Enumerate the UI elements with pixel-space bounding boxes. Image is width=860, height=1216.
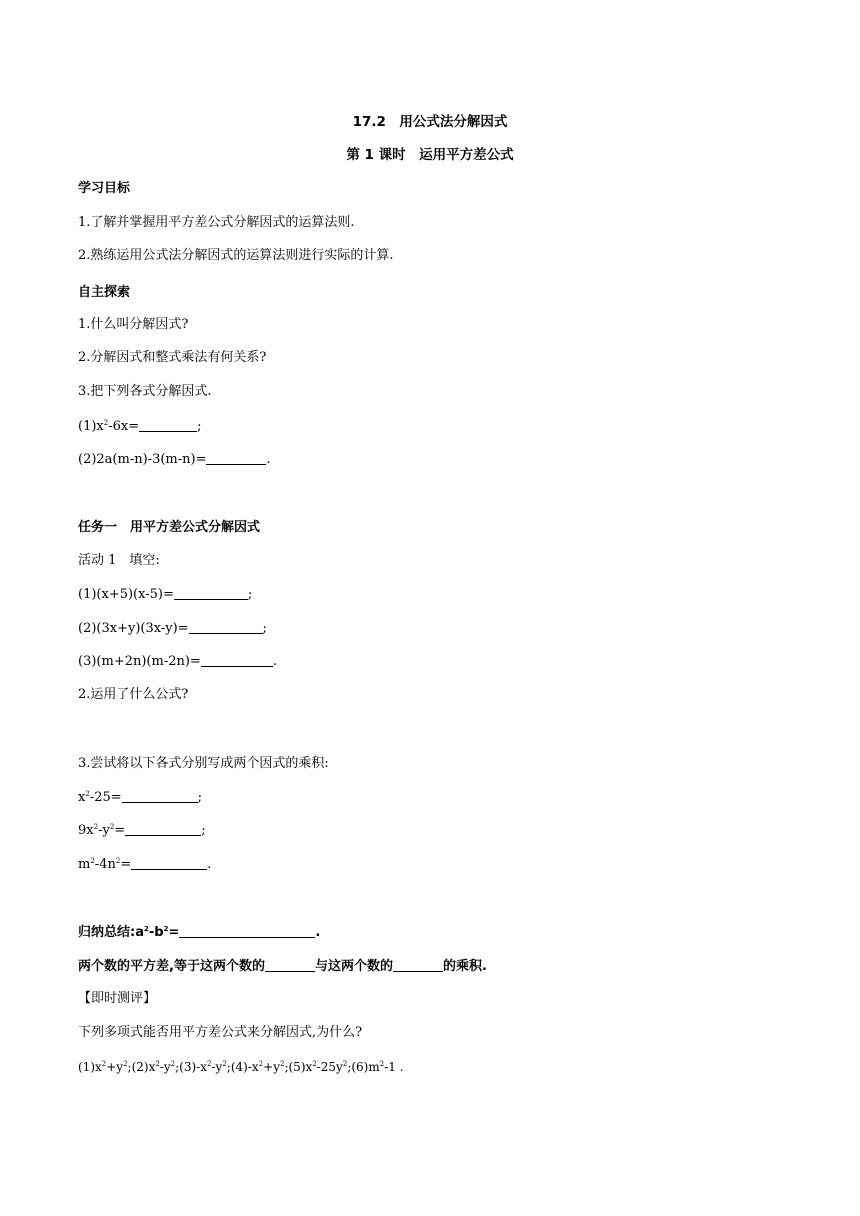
answer-blank[interactable]	[393, 958, 443, 972]
factor-item-3: $m^2-4n^2=$ .	[78, 857, 212, 872]
fill-item-1: (1)(x+5)(x-5)= ;	[78, 587, 253, 602]
explore-heading: 自主探索	[78, 285, 131, 300]
quiz-items: $(1)x^2+y^2;(2)x^2-y^2;(3)-x^2-y^2;(4)-x^2+y^2;(5)x^2-25y^2;(6)m^2-1$ .	[78, 1060, 404, 1074]
explore-question-1: 1.什么叫分解因式?	[78, 317, 189, 332]
goal-item-1: 1.了解并掌握用平方差公式分解因式的运算法则.	[78, 215, 355, 230]
answer-blank[interactable]	[122, 789, 198, 803]
answer-blank[interactable]	[131, 856, 207, 870]
quiz-question: 下列多项式能否用平方差公式来分解因式,为什么?	[78, 1025, 363, 1040]
answer-blank[interactable]	[265, 958, 315, 972]
factor-item-2: $9x^2-y^2=$ ;	[78, 823, 206, 838]
answer-blank[interactable]	[125, 822, 201, 836]
fill-item-3: (3)(m+2n)(m-2n)= .	[78, 654, 277, 669]
task1-heading: 任务一 用平方差公式分解因式	[78, 520, 261, 535]
answer-blank[interactable]	[139, 418, 197, 432]
goal-item-2: 2.熟练运用公式法分解因式的运算法则进行实际的计算.	[78, 248, 394, 263]
activity-label: 活动 1 填空:	[78, 553, 160, 568]
page-title: 17.2 用公式法分解因式	[352, 114, 508, 130]
goals-heading: 学习目标	[78, 181, 131, 196]
explore-exercise-1: $(1)x^2-6x=$ ;	[78, 419, 202, 434]
explore-question-3: 3.把下列各式分解因式.	[78, 384, 212, 399]
task1-question-2: 2.运用了什么公式?	[78, 687, 189, 702]
quiz-heading: 【即时测评】	[78, 991, 157, 1006]
factor-item-1: $x^2-25=$ ;	[78, 790, 203, 805]
answer-blank[interactable]	[189, 620, 263, 634]
answer-blank[interactable]	[174, 586, 248, 600]
answer-blank[interactable]	[201, 653, 273, 667]
page-subtitle: 第 1 课时 运用平方差公式	[346, 147, 514, 163]
fill-item-2: (2)(3x+y)(3x-y)= ;	[78, 621, 267, 636]
explore-question-2: 2.分解因式和整式乘法有何关系?	[78, 350, 267, 365]
task1-question-3: 3.尝试将以下各式分别写成两个因式的乘积:	[78, 756, 329, 771]
answer-blank[interactable]	[179, 924, 315, 938]
summary-sentence: 两个数的平方差,等于这两个数的 与这两个数的 的乘积.	[78, 959, 487, 974]
explore-exercise-2: (2)2a(m-n)-3(m-n)= .	[78, 452, 271, 467]
summary-formula: 归纳总结$:a^2-b^2=$ .	[78, 925, 321, 940]
answer-blank[interactable]	[206, 451, 266, 465]
